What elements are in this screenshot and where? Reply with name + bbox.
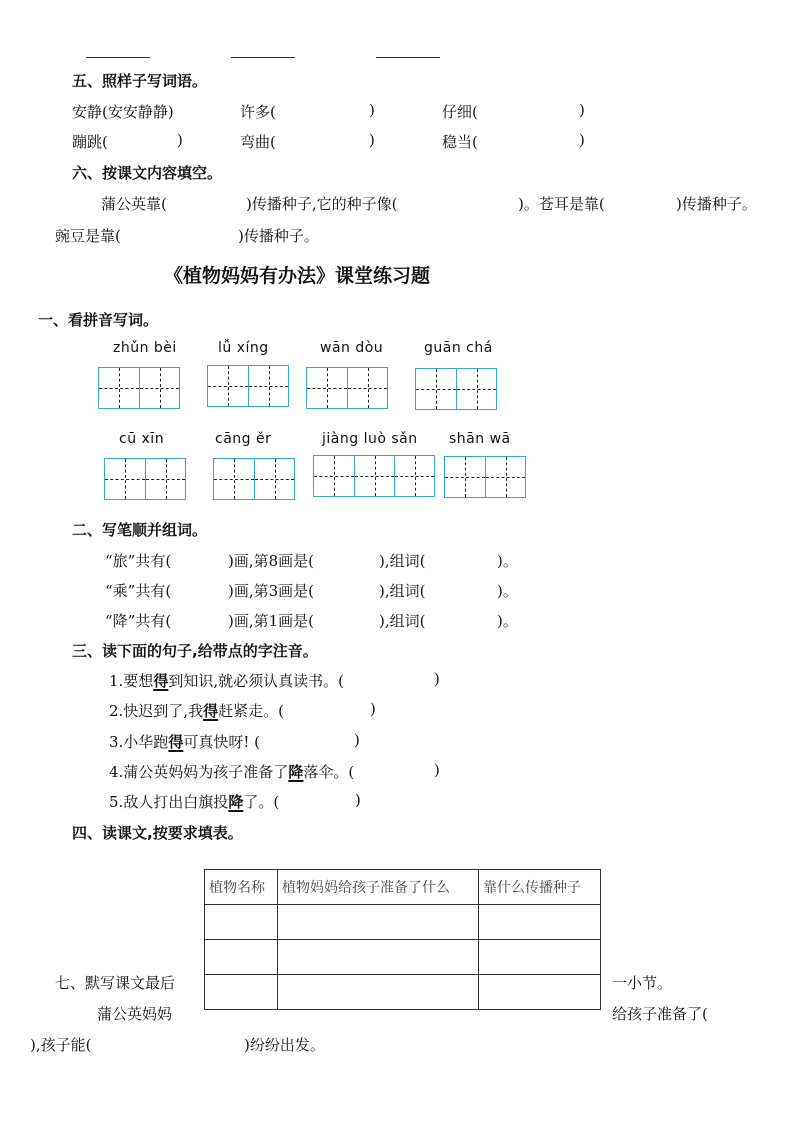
sentence: 3.小华跑得可真快呀! ( bbox=[109, 733, 260, 751]
stroke-text: )画,第1画是( bbox=[228, 612, 315, 630]
dotted-char: 得 bbox=[153, 672, 169, 690]
word-item: 稳当( bbox=[442, 133, 478, 151]
table-header: 植物妈妈给孩子准备了什么 bbox=[278, 870, 479, 905]
section-7-text: 七、默写课文最后 bbox=[55, 974, 176, 992]
word-item: 许多( bbox=[240, 103, 276, 121]
writing-grid[interactable] bbox=[213, 458, 295, 500]
stroke-text: )。 bbox=[497, 612, 518, 630]
stroke-text: “乘”共有( bbox=[105, 582, 172, 600]
sentence-close: ) bbox=[434, 670, 440, 688]
writing-grid[interactable] bbox=[444, 456, 526, 498]
word-item: 仔细( bbox=[442, 103, 478, 121]
fill-table bbox=[204, 869, 601, 1010]
stroke-text: ),组词( bbox=[379, 582, 426, 600]
table-header: 植物名称 bbox=[205, 870, 278, 905]
fill-text: 豌豆是靠( bbox=[55, 227, 121, 245]
word-close: ) bbox=[579, 131, 585, 149]
section-5-title: 五、照样子写词语。 bbox=[72, 72, 208, 90]
document-title: 《植物妈妈有办法》课堂练习题 bbox=[164, 265, 431, 287]
word-close: ) bbox=[177, 131, 183, 149]
table-cell[interactable] bbox=[278, 975, 479, 1010]
writing-grid[interactable] bbox=[306, 367, 388, 409]
stroke-text: )画,第8画是( bbox=[228, 552, 315, 570]
pinyin-label: cū xīn bbox=[119, 431, 165, 447]
table-row[interactable] bbox=[205, 975, 601, 1010]
blank-line bbox=[376, 57, 440, 58]
table-header-row bbox=[205, 870, 601, 905]
sentence-close: ) bbox=[370, 700, 376, 718]
word-item: 弯曲( bbox=[240, 133, 276, 151]
stroke-text: )。 bbox=[497, 552, 518, 570]
pinyin-label: lǚ xíng bbox=[218, 340, 269, 356]
pinyin-label: jiàng luò sǎn bbox=[322, 431, 418, 447]
stroke-text: )画,第3画是( bbox=[228, 582, 315, 600]
sentence: 4.蒲公英妈妈为孩子准备了降落伞。( bbox=[109, 763, 355, 781]
fill-text: )传播种子。 bbox=[676, 195, 757, 213]
pinyin-label: wān dòu bbox=[320, 340, 384, 356]
table-cell[interactable] bbox=[205, 975, 278, 1010]
blank-line bbox=[231, 57, 295, 58]
table-cell[interactable] bbox=[278, 905, 479, 940]
fill-text: )。苍耳是靠( bbox=[518, 195, 605, 213]
question-1-title: 一、看拼音写词。 bbox=[38, 311, 159, 329]
blank-line bbox=[86, 57, 150, 58]
pinyin-label: guān chá bbox=[424, 340, 493, 356]
fill-text: 蒲公英靠( bbox=[101, 195, 167, 213]
dotted-char: 得 bbox=[168, 733, 184, 751]
stroke-text: )。 bbox=[497, 582, 518, 600]
word-close: ) bbox=[579, 101, 585, 119]
section-7-text: )纷纷出发。 bbox=[244, 1036, 325, 1054]
table-cell[interactable] bbox=[278, 940, 479, 975]
word-item: 蹦跳( bbox=[72, 133, 108, 151]
question-4-title: 四、读课文,按要求填表。 bbox=[72, 824, 243, 842]
table-cell[interactable] bbox=[205, 905, 278, 940]
sentence-close: ) bbox=[355, 791, 361, 809]
table-cell[interactable] bbox=[479, 975, 601, 1010]
table-row[interactable] bbox=[205, 905, 601, 940]
table-cell[interactable] bbox=[205, 940, 278, 975]
fill-text: )传播种子,它的种子像( bbox=[246, 195, 398, 213]
table-row[interactable] bbox=[205, 940, 601, 975]
pinyin-label: cāng ěr bbox=[215, 431, 272, 447]
pinyin-label: zhǔn bèi bbox=[113, 340, 177, 356]
question-3-title: 三、读下面的句子,给带点的字注音。 bbox=[72, 642, 318, 660]
section-7-text: 一小节。 bbox=[612, 974, 673, 992]
sentence: 1.要想得到知识,就必须认真读书。( bbox=[109, 672, 344, 690]
stroke-text: ),组词( bbox=[379, 612, 426, 630]
sentence-close: ) bbox=[434, 761, 440, 779]
sentence-close: ) bbox=[354, 731, 360, 749]
stroke-text: “降”共有( bbox=[105, 612, 172, 630]
question-2-title: 二、写笔顺并组词。 bbox=[72, 521, 208, 539]
stroke-text: ),组词( bbox=[379, 552, 426, 570]
word-close: ) bbox=[369, 131, 375, 149]
writing-grid[interactable] bbox=[313, 455, 435, 497]
table-cell[interactable] bbox=[479, 940, 601, 975]
dotted-char: 降 bbox=[288, 763, 304, 781]
dotted-char: 降 bbox=[228, 793, 244, 811]
sentence: 2.快迟到了,我得赶紧走。( bbox=[109, 702, 284, 720]
fill-text: )传播种子。 bbox=[238, 227, 319, 245]
table-header: 靠什么传播种子 bbox=[479, 870, 601, 905]
table-cell[interactable] bbox=[479, 905, 601, 940]
section-7-text: 蒲公英妈妈 bbox=[97, 1005, 173, 1023]
word-item: 安静(安安静静) bbox=[72, 103, 174, 121]
writing-grid[interactable] bbox=[104, 458, 186, 500]
section-7-text: ),孩子能( bbox=[30, 1036, 92, 1054]
writing-grid[interactable] bbox=[415, 368, 497, 410]
sentence: 5.敌人打出白旗投降了。( bbox=[109, 793, 280, 811]
section-7-text: 给孩子准备了( bbox=[612, 1005, 708, 1023]
dotted-char: 得 bbox=[203, 702, 219, 720]
writing-grid[interactable] bbox=[207, 365, 289, 407]
writing-grid[interactable] bbox=[98, 367, 180, 409]
pinyin-label: shān wā bbox=[449, 431, 511, 447]
section-6-title: 六、按课文内容填空。 bbox=[72, 164, 223, 182]
word-close: ) bbox=[369, 101, 375, 119]
stroke-text: “旅”共有( bbox=[105, 552, 172, 570]
